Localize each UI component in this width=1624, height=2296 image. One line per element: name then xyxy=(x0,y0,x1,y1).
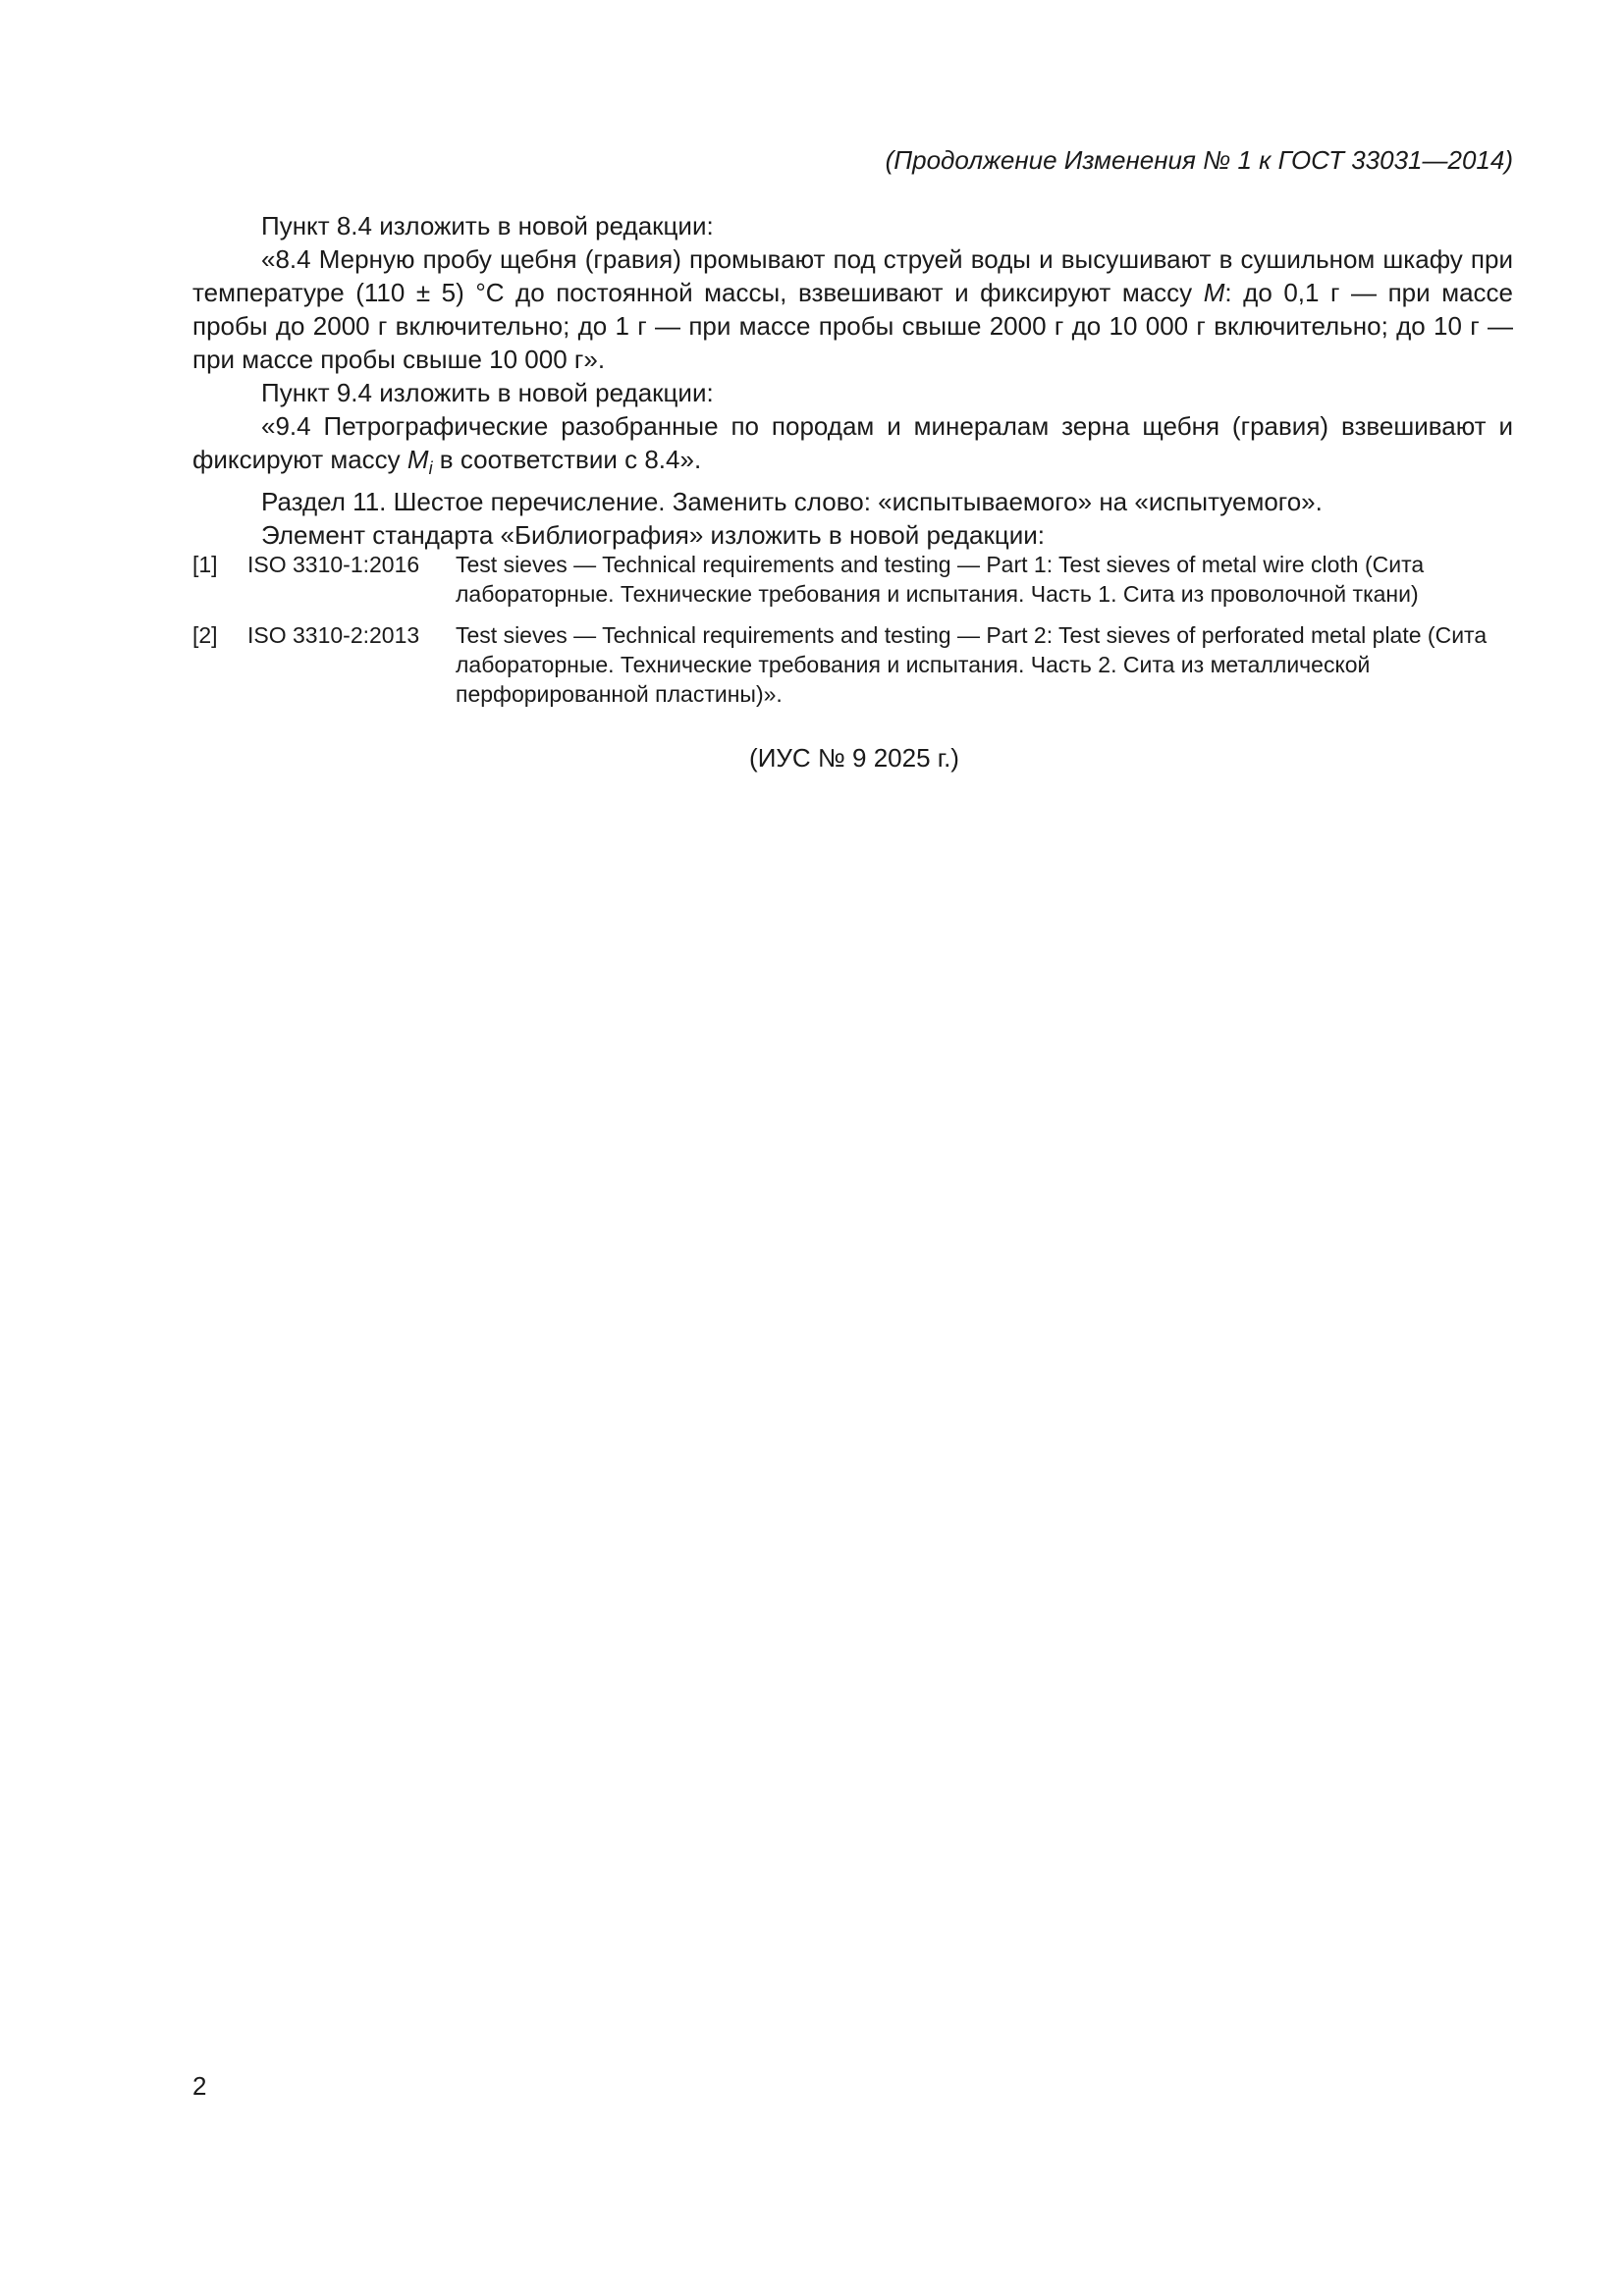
bibliography-entry xyxy=(192,550,1513,609)
page-number: 2 xyxy=(192,2071,207,2101)
paragraph-text: «8.4 Мерную пробу щебня (гравия) промывают под струей воды и высушивают в сушильном шкафу при температуре (110 ± 5) °С до постоянной массы, взвешивают и фиксируют массу xyxy=(192,244,1513,307)
bibliography-code: ISO 3310-2:2013 xyxy=(247,622,420,648)
amendment-text xyxy=(192,209,1513,552)
paragraph-item-9-4 xyxy=(192,409,1513,485)
variable-subscript: i xyxy=(428,458,433,478)
paragraph-item-9-4-intro: Пункт 9.4 изложить в новой редакции: xyxy=(261,378,714,407)
ius-reference: (ИУС № 9 2025 г.) xyxy=(749,743,959,773)
paragraph-text: в соответствии с 8.4». xyxy=(432,445,702,474)
paragraph-bibliography-intro: Элемент стандарта «Библиография» изложить в новой редакции: xyxy=(261,520,1046,550)
bibliography-title: Test sieves — Technical requirements and testing — Part 1: Test sieves of metal wire cloth (Сита лабораторные. Технические требования и испытания. Часть 1. Сита из проволочной ткани) xyxy=(456,552,1425,607)
bibliography-number: [2] xyxy=(192,622,218,648)
bibliography-code: ISO 3310-1:2016 xyxy=(247,552,420,577)
bibliography-list xyxy=(192,550,1513,721)
variable-m: M xyxy=(406,445,429,474)
paragraph-text: «9.4 Петрографические разобранные по породам и минералам зерна щебня (гравия) взвешивают и фиксируют массу xyxy=(192,411,1513,474)
document-header: (Продолжение Изменения № 1 к ГОСТ 33031—2014) xyxy=(885,145,1513,175)
paragraph-text: : до 0,1 г — при массе пробы до 2000 г включительно; до 1 г — при массе пробы свыше 2000 г до 10 000 г включительно; до 10 г — при массе пробы свыше 10 000 г». xyxy=(192,278,1513,374)
paragraph-item-8-4-intro: Пункт 8.4 изложить в новой редакции: xyxy=(261,211,714,240)
paragraph-section-11: Раздел 11. Шестое перечисление. Заменить слово: «испытываемого» на «испытуемого». xyxy=(261,487,1323,516)
variable-m: M xyxy=(1203,278,1225,307)
bibliography-number: [1] xyxy=(192,552,218,577)
bibliography-title: Test sieves — Technical requirements and testing — Part 2: Test sieves of perforated metal plate (Сита лабораторные. Технические требования и испытания. Часть 2. Сита из металлической перфорированной пластины)». xyxy=(456,622,1488,707)
paragraph-item-8-4 xyxy=(192,242,1513,376)
bibliography-entry xyxy=(192,620,1513,709)
